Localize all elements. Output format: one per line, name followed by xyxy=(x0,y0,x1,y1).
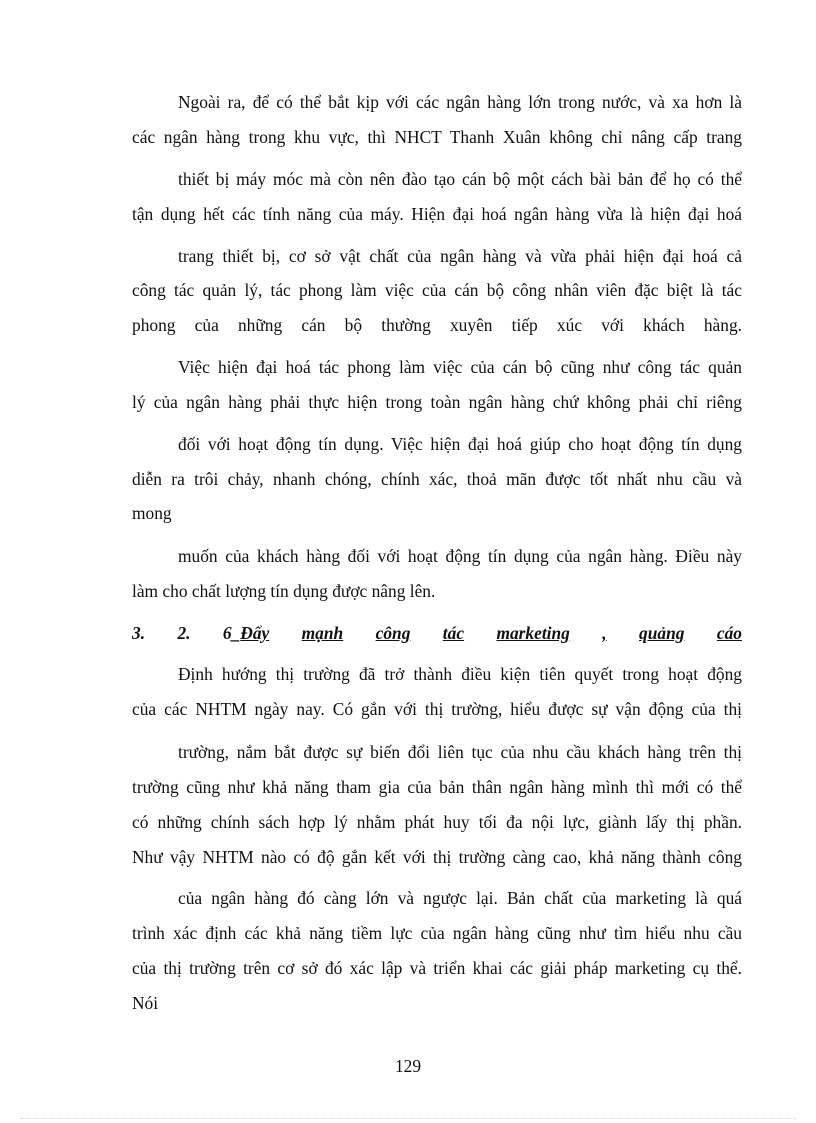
paragraph-line: phong của những cán bộ thường xuyên tiếp xúc với khách hàng. xyxy=(132,315,742,335)
paragraph-line: Ngoài ra, để có thể bắt kịp với các ngân hàng lớn trong nước, và xa hơn là xyxy=(178,92,742,112)
heading-title-word: marketing xyxy=(496,623,570,643)
paragraph-line: tận dụng hết các tính năng của máy. Hiện đại hoá ngân hàng vừa là hiện đại hoá xyxy=(132,204,742,224)
heading-title-word: tác xyxy=(442,623,465,643)
heading-title-word: quảng xyxy=(639,623,685,643)
heading-title-word: cáo xyxy=(716,623,742,643)
paragraph-line: Việc hiện đại hoá tác phong làm việc của cán bộ cũng như công tác quản xyxy=(178,357,742,377)
heading-title-word: , xyxy=(602,623,607,643)
paragraph-line: Định hướng thị trường đã trở thành điều kiện tiên quyết trong hoạt động xyxy=(178,664,742,684)
paragraph-line: lý của ngân hàng phải thực hiện trong toàn ngân hàng chứ không phải chỉ riêng xyxy=(132,392,742,412)
paragraph-line: của các NHTM ngày nay. Có gắn với thị trường, hiểu được sự vận động của thị xyxy=(132,699,742,719)
paragraph-line: mong xyxy=(132,503,172,523)
page-number: 129 xyxy=(394,1056,422,1076)
paragraph-line: Nói xyxy=(132,993,159,1013)
heading-title-word: 6_Đẩy xyxy=(222,623,270,643)
section-heading xyxy=(132,621,742,645)
paragraph-line: của thị trường trên cơ sở đó xác lập và triển khai các giải pháp marketing cụ thể. xyxy=(132,958,742,978)
paragraph-line: có những chính sách hợp lý nhằm phát huy tối đa nội lực, giành lấy thị phần. xyxy=(132,812,742,832)
page-bottom-divider xyxy=(20,1118,796,1119)
paragraph-line: làm cho chất lượng tín dụng được nâng lên. xyxy=(132,581,436,601)
paragraph-line: đối với hoạt động tín dụng. Việc hiện đại hoá giúp cho hoạt động tín dụng xyxy=(178,434,742,454)
paragraph-line: trang thiết bị, cơ sở vật chất của ngân hàng và vừa phải hiện đại hoá cả xyxy=(178,246,742,266)
paragraph-line: công tác quản lý, tác phong làm việc của cán bộ công nhân viên đặc biệt là tác xyxy=(132,280,742,300)
paragraph-line: của ngân hàng đó càng lớn và ngược lại. Bản chất của marketing là quá xyxy=(178,888,742,908)
paragraph-line: trình xác định các khả năng tiềm lực của ngân hàng cũng như tìm hiểu nhu cầu xyxy=(132,923,742,943)
paragraph-line: các ngân hàng trong khu vực, thì NHCT Thanh Xuân không chỉ nâng cấp trang xyxy=(132,127,742,147)
paragraph-line: muốn của khách hàng đối với hoạt động tín dụng của ngân hàng. Điều này xyxy=(178,546,742,566)
heading-number: 3. xyxy=(132,623,146,643)
heading-title-word: công xyxy=(375,623,411,643)
paragraph-line: trường, nắm bắt được sự biến đổi liên tục của nhu cầu khách hàng trên thị xyxy=(178,742,742,762)
paragraph-line: Như vậy NHTM nào có độ gắn kết với thị trường càng cao, khả năng thành công xyxy=(132,847,742,867)
heading-number: 2. xyxy=(177,623,191,643)
heading-title-word: mạnh xyxy=(301,623,344,643)
paragraph-line: diễn ra trôi chảy, nhanh chóng, chính xác, thoả mãn được tốt nhất nhu cầu và xyxy=(132,469,742,489)
paragraph-line: thiết bị máy móc mà còn nên đào tạo cán bộ một cách bài bản để họ có thể xyxy=(178,169,742,189)
paragraph-line: trường cũng như khả năng tham gia của bản thân ngân hàng mình thì mới có thể xyxy=(132,777,742,797)
